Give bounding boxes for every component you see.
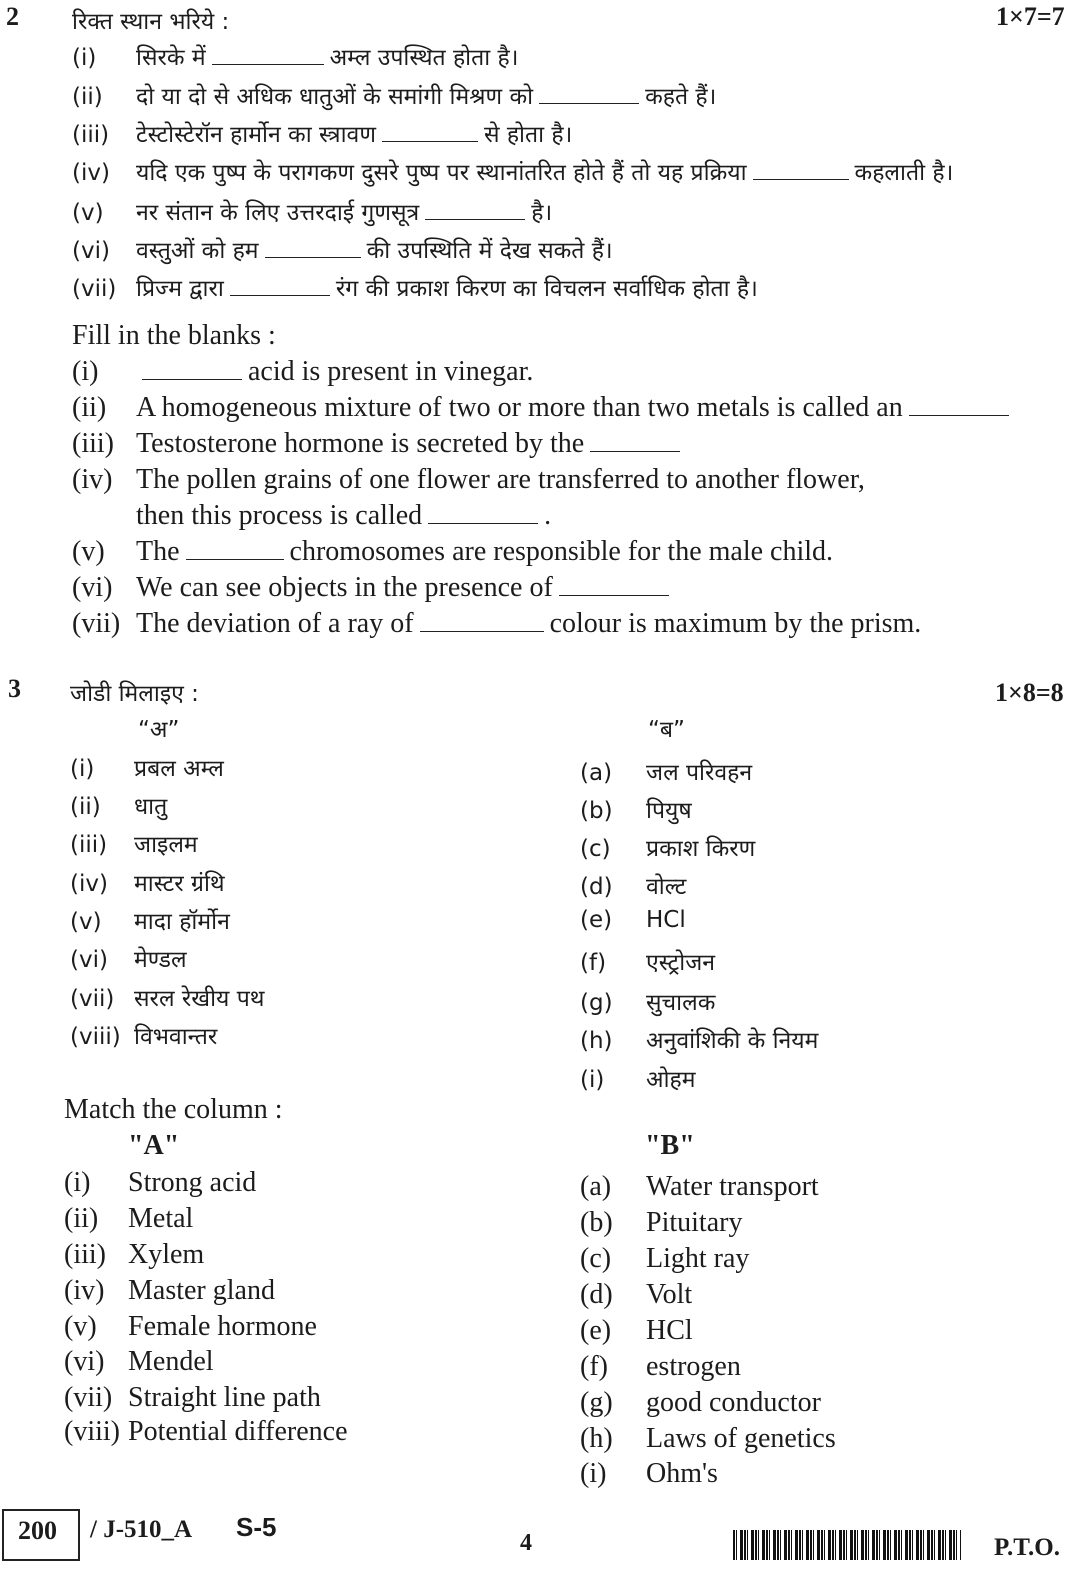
item-number: (f)	[580, 950, 607, 976]
left-english-item	[64, 1275, 275, 1307]
item-text: Female hormone	[128, 1311, 317, 1342]
item-number: (h)	[580, 1423, 613, 1454]
right-hindi-item	[580, 907, 686, 933]
item-number: (d)	[580, 874, 613, 900]
item-number: (iv)	[70, 871, 108, 897]
item-text: ओहम	[646, 1067, 696, 1093]
item-text-before: then this process is called	[136, 500, 423, 531]
item-text-after: कहते हैं।	[645, 84, 717, 110]
item-text: Laws of genetics	[646, 1423, 836, 1454]
right-english-item	[580, 1207, 742, 1239]
item-text: विभवान्तर	[134, 1024, 218, 1050]
item-number: (b)	[580, 1207, 613, 1238]
question-2-number: 2	[6, 2, 19, 31]
item-number: (g)	[580, 1387, 613, 1418]
item-text-before: प्रिज्म द्वारा	[136, 276, 224, 302]
item-text: एस्ट्रोजन	[646, 950, 716, 976]
item-number: (v)	[64, 1311, 97, 1342]
item-text-after: से होता है।	[483, 122, 573, 148]
item-text: Mendel	[128, 1346, 214, 1377]
blank-line	[382, 140, 478, 142]
item-text-after: chromosomes are responsible for the male child.	[289, 536, 834, 567]
item-text: estrogen	[646, 1351, 741, 1382]
item-text: Metal	[128, 1203, 194, 1234]
item-number: (ii)	[72, 84, 103, 110]
left-english-item	[64, 1167, 256, 1199]
item-number: (iii)	[70, 832, 108, 858]
item-number: (i)	[580, 1067, 605, 1093]
english-blank-item	[72, 356, 533, 388]
item-text: Master gland	[128, 1275, 275, 1306]
column-b-heading-hindi: “ब”	[648, 717, 685, 743]
item-number: (d)	[580, 1279, 613, 1310]
item-text-before: दो या दो से अधिक धातुओं के समांगी मिश्रण को	[136, 84, 534, 110]
item-text-after: .	[544, 500, 552, 531]
item-text: मादा हॉर्मोन	[134, 909, 230, 935]
question-3-number: 3	[8, 674, 21, 703]
blank-line	[590, 450, 680, 452]
hindi-blank-item	[72, 40, 518, 72]
item-number: (f)	[580, 1351, 608, 1382]
english-blank-item	[72, 392, 1015, 424]
column-a-heading-english: "A"	[128, 1130, 180, 1161]
hindi-blank-item	[72, 79, 716, 111]
item-text: Ohm's	[646, 1458, 718, 1489]
item-text-before: नर संतान के लिए उत्तरदाई गुणसूत्र	[136, 200, 420, 226]
item-text-after: acid is present in vinegar.	[248, 356, 534, 387]
item-number: (ii)	[64, 1203, 99, 1234]
item-text: पियुष	[646, 798, 692, 824]
question-2-title-english: Fill in the blanks :	[72, 320, 276, 351]
item-number: (viii)	[64, 1416, 120, 1447]
footer-set-code: S-5	[236, 1512, 277, 1542]
item-number: (vi)	[64, 1346, 105, 1377]
english-blank-item	[72, 464, 865, 496]
hindi-blank-item	[72, 195, 552, 227]
right-english-item	[580, 1171, 819, 1203]
item-text: सुचालक	[646, 990, 716, 1016]
item-text-after: की उपस्थिति में देख सकते हैं।	[366, 238, 613, 264]
right-english-item	[580, 1351, 741, 1383]
blank-line	[230, 294, 330, 296]
question-2-title-hindi: रिक्त स्थान भरिये :	[72, 9, 230, 35]
english-blank-item	[72, 608, 921, 640]
item-number: (v)	[72, 200, 104, 226]
item-number: (vi)	[72, 572, 113, 603]
item-number: (vii)	[72, 608, 121, 639]
item-text: जल परिवहन	[646, 760, 753, 786]
blank-line	[186, 558, 284, 560]
hindi-blank-item	[72, 233, 613, 265]
item-number: (b)	[580, 798, 613, 824]
item-text-after: रंग की प्रकाश किरण का विचलन सर्वाधिक होता है।	[335, 276, 758, 302]
blank-line	[909, 414, 1009, 416]
item-number: (c)	[580, 1243, 612, 1274]
item-text: good conductor	[646, 1387, 821, 1418]
hindi-blank-item	[72, 271, 758, 303]
barcode	[733, 1530, 961, 1560]
right-hindi-item	[580, 869, 686, 901]
left-hindi-item	[70, 789, 167, 821]
item-text-before: टेस्टोस्टेरॉन हार्मोन का स्त्रावण	[136, 122, 376, 148]
item-number: (iii)	[72, 122, 110, 148]
item-text-before: We can see objects in the presence of	[136, 572, 553, 603]
right-hindi-item	[580, 945, 715, 977]
item-text: जाइलम	[134, 832, 198, 858]
right-english-item	[580, 1387, 821, 1419]
item-text: Xylem	[128, 1239, 205, 1270]
item-text: मेण्डल	[134, 947, 187, 973]
right-hindi-item	[580, 755, 752, 787]
left-english-item	[64, 1203, 193, 1235]
left-english-item	[64, 1239, 204, 1271]
item-text: प्रबल अम्ल	[134, 756, 224, 782]
item-number: (i)	[72, 45, 97, 71]
item-number: (viii)	[70, 1024, 121, 1050]
item-text: HCl	[646, 907, 686, 933]
item-number: (iii)	[72, 428, 114, 459]
left-hindi-item	[70, 827, 198, 859]
item-number: (e)	[580, 1315, 612, 1346]
item-number: (iv)	[64, 1275, 105, 1306]
blank-line	[425, 218, 525, 220]
blank-line	[428, 522, 538, 524]
item-number: (a)	[580, 760, 613, 786]
item-number: (e)	[580, 907, 613, 933]
english-blank-item	[72, 572, 675, 604]
right-hindi-item	[580, 831, 755, 863]
item-text: धातु	[134, 794, 168, 820]
item-number: (iii)	[64, 1239, 106, 1270]
right-english-item	[580, 1279, 692, 1311]
item-text-after: अम्ल उपस्थित होता है।	[329, 45, 519, 71]
item-number: (h)	[580, 1028, 613, 1054]
item-text-before: Testosterone hormone is secreted by the	[136, 428, 585, 459]
left-english-item	[64, 1382, 321, 1414]
right-english-item	[580, 1423, 836, 1455]
item-number: (vii)	[70, 986, 115, 1012]
left-hindi-item	[70, 981, 264, 1013]
footer-paper-code: / J-510_A	[90, 1516, 193, 1543]
right-hindi-item	[580, 1023, 818, 1055]
footer-box-number: 200	[18, 1516, 57, 1545]
column-b-heading-english: "B"	[645, 1130, 695, 1161]
item-text-after: कहलाती है।	[854, 160, 954, 186]
item-text-before: The pollen grains of one flower are transferred to another flower,	[136, 464, 865, 495]
left-hindi-item	[70, 904, 230, 936]
blank-line	[539, 102, 639, 104]
item-number: (i)	[64, 1167, 91, 1198]
item-text-after: है।	[531, 200, 553, 226]
blank-line	[753, 178, 849, 180]
right-english-item	[580, 1458, 718, 1490]
blank-line	[559, 594, 669, 596]
item-text-before: The	[136, 536, 180, 567]
left-english-item	[64, 1416, 348, 1448]
item-number: (ii)	[72, 392, 107, 423]
item-text: प्रकाश किरण	[646, 836, 756, 862]
item-number: (vii)	[64, 1382, 113, 1413]
item-number: (c)	[580, 836, 611, 862]
question-2-marks: 1×7=7	[996, 2, 1065, 31]
english-blank-item	[72, 536, 833, 568]
blank-line	[212, 63, 324, 65]
hindi-blank-item	[72, 155, 953, 187]
item-number: (g)	[580, 990, 613, 1016]
item-text-before: वस्तुओं को हम	[136, 238, 259, 264]
item-text: Potential difference	[128, 1416, 348, 1447]
item-text-before: यदि एक पुष्प के परागकण दुसरे पुष्प पर स्थानांतरित होते हैं तो यह प्रक्रिया	[136, 160, 747, 186]
item-number: (i)	[72, 356, 99, 387]
item-number: (v)	[72, 536, 105, 567]
english-blank-item	[72, 428, 686, 460]
item-number: (i)	[580, 1458, 607, 1489]
item-text: Volt	[646, 1279, 693, 1310]
item-text-after: colour is maximum by the prism.	[549, 608, 922, 639]
item-text-before: A homogeneous mixture of two or more than two metals is called an	[136, 392, 903, 423]
left-hindi-item	[70, 751, 224, 783]
item-text: वोल्ट	[646, 874, 687, 900]
right-english-item	[580, 1315, 693, 1347]
right-english-item	[580, 1243, 749, 1275]
right-hindi-item	[580, 1062, 696, 1094]
item-number: (vi)	[70, 947, 108, 973]
hindi-blank-item	[72, 117, 572, 149]
item-number: (ii)	[70, 794, 101, 820]
left-hindi-item	[70, 866, 225, 898]
question-3-marks: 1×8=8	[995, 678, 1064, 707]
left-english-item	[64, 1311, 317, 1343]
blank-line	[142, 378, 242, 380]
item-number: (v)	[70, 909, 102, 935]
item-text: सरल रेखीय पथ	[134, 986, 265, 1012]
item-text-before: सिरके में	[136, 45, 206, 71]
item-text: Water transport	[646, 1171, 819, 1202]
right-hindi-item	[580, 793, 692, 825]
item-text: Strong acid	[128, 1167, 257, 1198]
item-text: Straight line path	[128, 1382, 321, 1413]
blank-line	[265, 256, 361, 258]
item-number: (vii)	[72, 276, 117, 302]
item-number: (iv)	[72, 464, 113, 495]
pto-label: P.T.O.	[994, 1534, 1060, 1561]
question-3-title-hindi: जोडी मिलाइए :	[70, 681, 199, 707]
question-3-title-english: Match the column :	[64, 1094, 283, 1125]
item-text: Pituitary	[646, 1207, 743, 1238]
item-text: HCl	[646, 1315, 693, 1346]
left-hindi-item	[70, 942, 187, 974]
item-number: (vi)	[72, 238, 110, 264]
page-number: 4	[520, 1530, 532, 1556]
blank-line	[420, 630, 544, 632]
item-number: (a)	[580, 1171, 612, 1202]
item-text: मास्टर ग्रंथि	[134, 871, 225, 897]
left-hindi-item	[70, 1019, 217, 1051]
item-text: अनुवांशिकी के नियम	[646, 1028, 819, 1054]
left-english-item	[64, 1346, 214, 1378]
item-number: (iv)	[72, 160, 110, 186]
right-hindi-item	[580, 985, 715, 1017]
item-number: (i)	[70, 756, 95, 782]
column-a-heading-hindi: “अ”	[138, 717, 180, 743]
item-text: Light ray	[646, 1243, 750, 1274]
english-blank-item	[72, 500, 551, 532]
item-text-before: The deviation of a ray of	[136, 608, 414, 639]
